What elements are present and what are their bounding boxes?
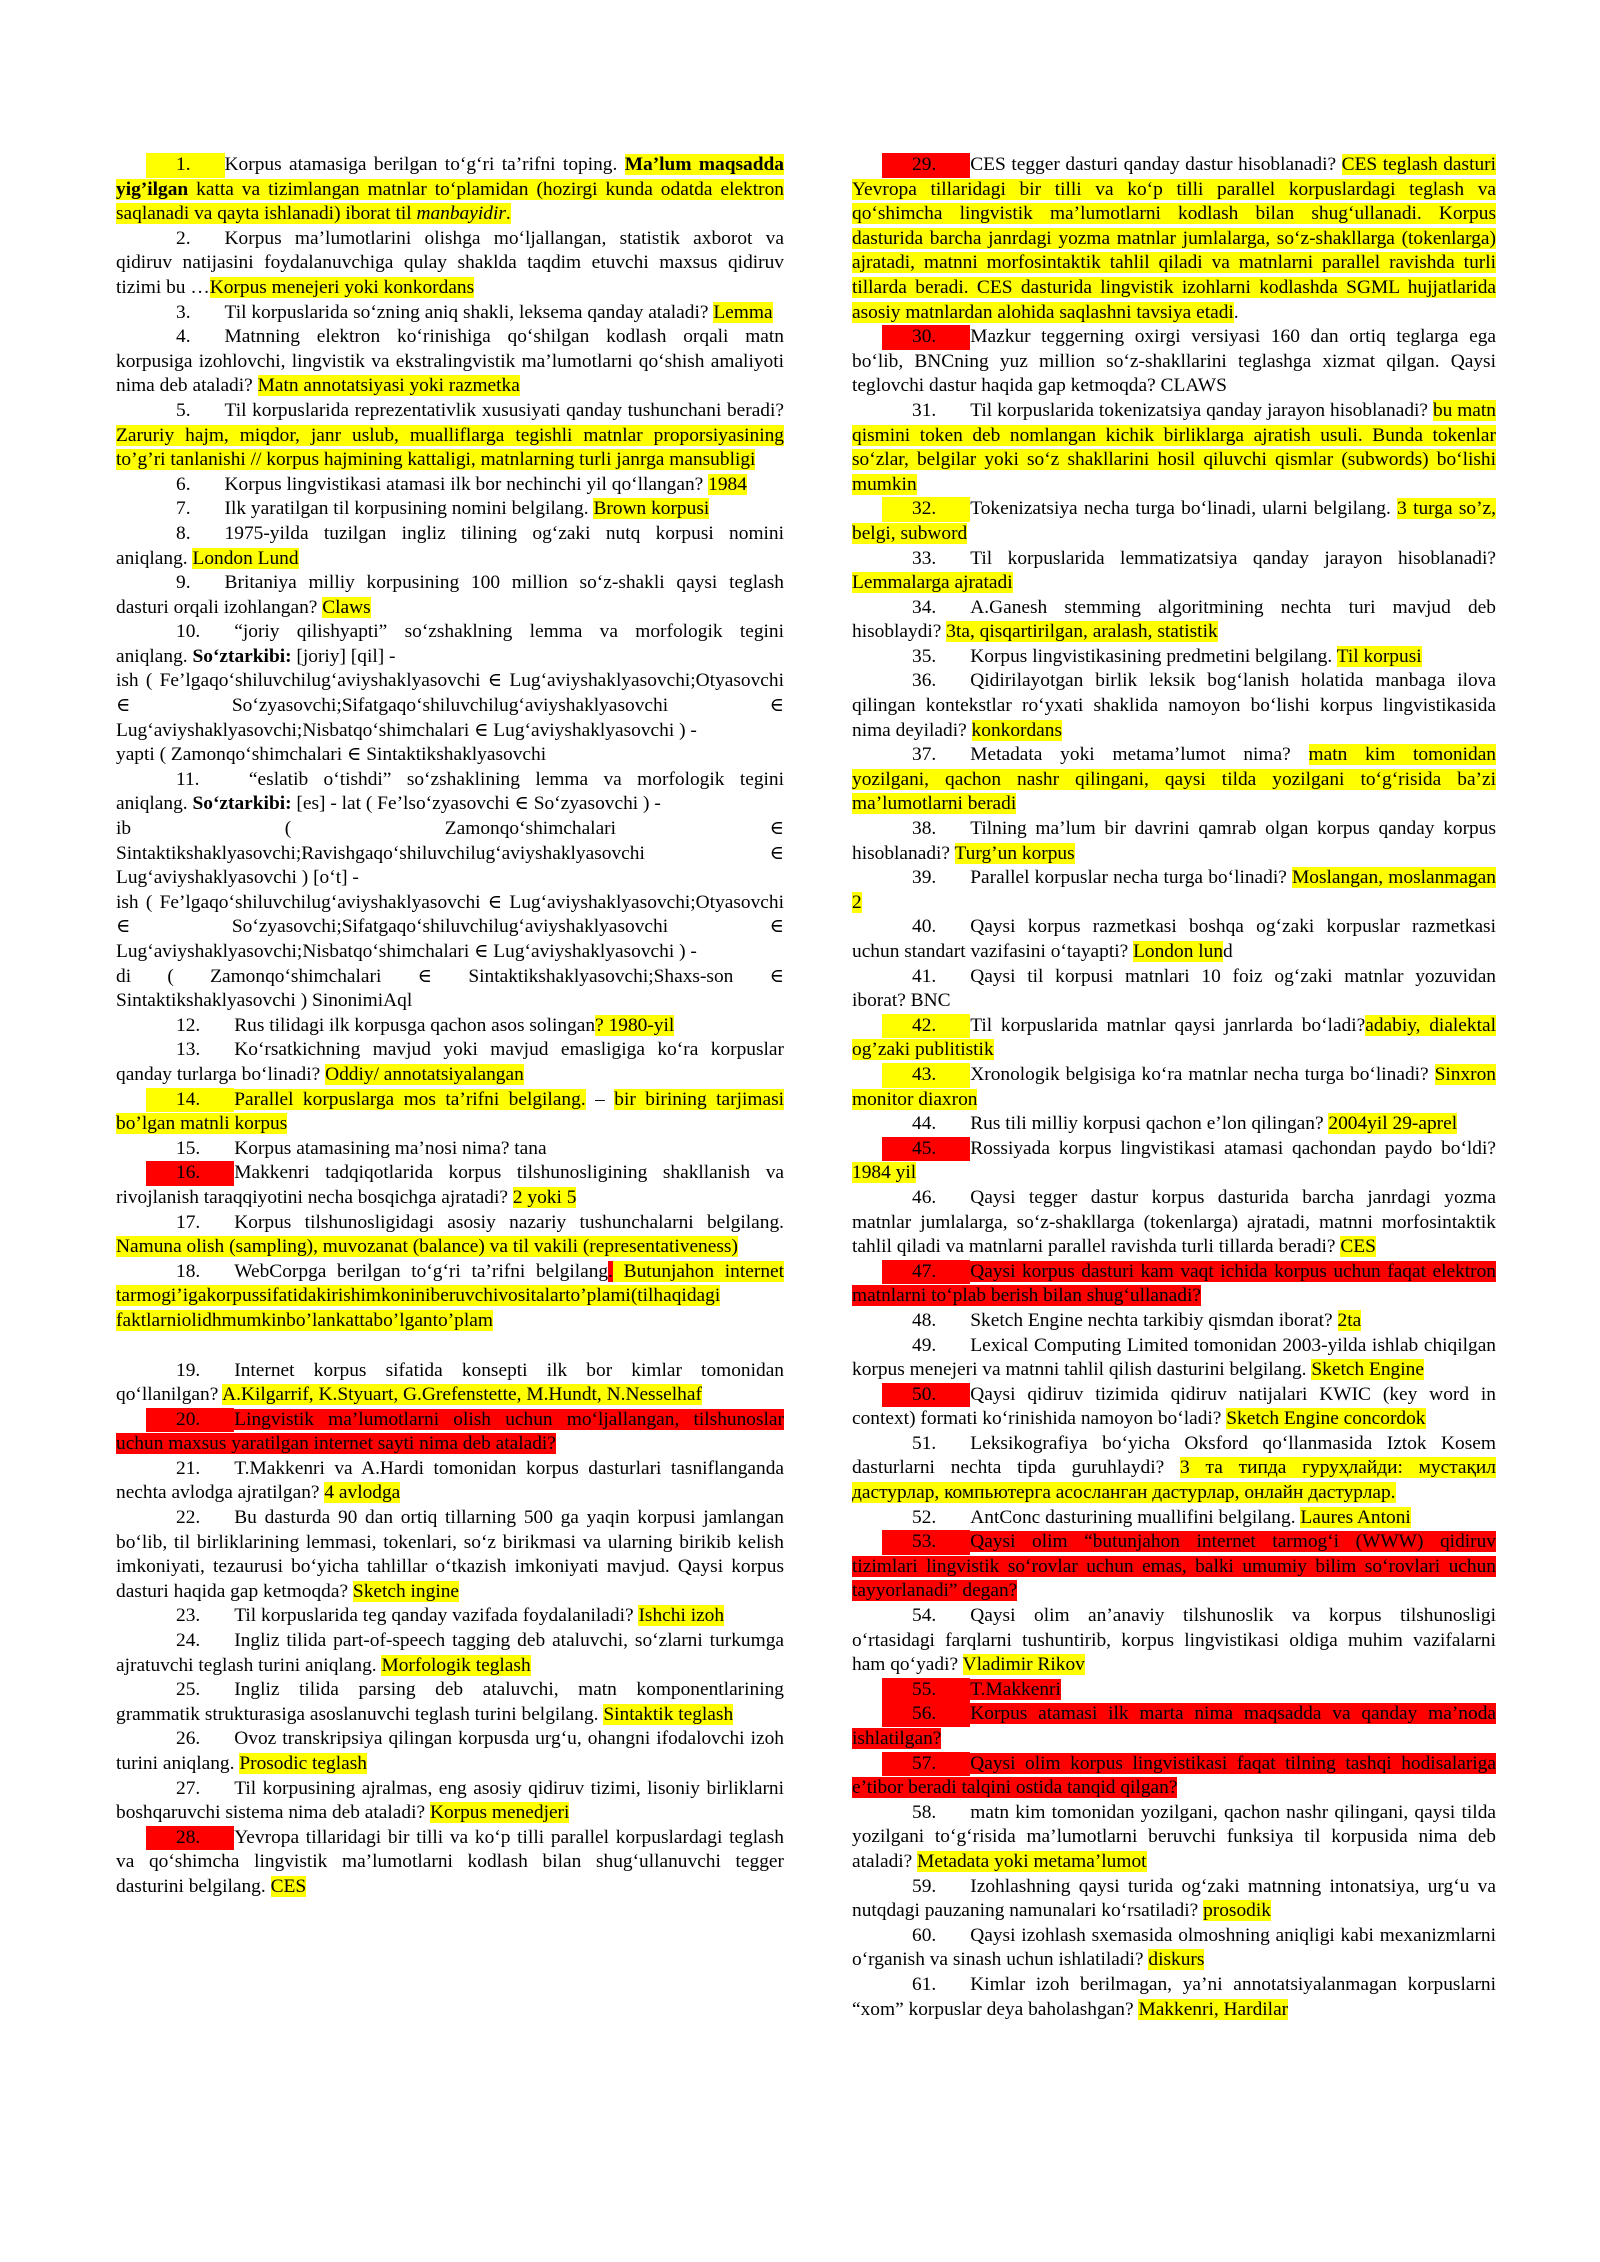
highlighted-answer: adabiy, dialektal og’zaki publitistik — [852, 1014, 1496, 1061]
question-number: 9. — [176, 572, 191, 594]
question-text: Qaysi qidiruv tizimida qidiruv natijalari KWIC (key word in context) formati ko‘rinishida namoyon bo‘ladi? — [852, 1383, 1496, 1430]
highlighted-answer: 2ta — [1337, 1309, 1362, 1331]
question-item — [116, 1604, 784, 1629]
question-text: Parallel korpuslar necha turga bo‘linadi? — [970, 867, 1293, 889]
question-number: 39. — [912, 867, 937, 889]
highlighted-answer: Morfologik teglash — [381, 1654, 531, 1676]
highlighted-answer: Korpus menejeri yoki konkordans — [209, 276, 475, 298]
highlighted-answer: Turg’un korpus — [954, 842, 1075, 864]
question-text: Til korpusining ajralmas, eng asosiy qidiruv tizimi, lisoniy birliklarni boshqaruvchi sistema nima deb ataladi? — [116, 1777, 784, 1824]
highlighted-answer: Zaruriy hajm, miqdor, janr uslub, mualliflarga tegishli matnlar proporsiyasining to’g’ri tanlanishi // korpus hajmining kattaligi, matnlarning turli janrga mansubligi — [116, 424, 784, 471]
question-item — [852, 325, 1496, 399]
question-number: 6. — [176, 473, 191, 495]
question-number: 47. — [882, 1260, 970, 1285]
question-number: 54. — [912, 1605, 937, 1627]
question-item — [852, 547, 1496, 596]
question-text: Ilk yaratilgan til korpusining nomini belgilang. — [224, 498, 594, 520]
question-number: 36. — [912, 670, 937, 692]
question-number: 45. — [882, 1137, 970, 1162]
highlighted-answer: bir birining tarjimasi bo’lgan matnli korpus — [116, 1088, 785, 1135]
highlighted-answer: 4 avlodga — [324, 1482, 401, 1504]
highlighted-answer: Claws — [322, 596, 371, 618]
red-highlight-text: Qaysi olim korpus lingvistikasi faqat tilning tashqi hodisalariga e’tibor beradi talqini ostida tanqid qilgan? — [852, 1752, 1496, 1799]
question-item — [852, 1702, 1496, 1751]
highlighted-answer: CES — [1340, 1236, 1376, 1258]
question-text: Bu dasturda 90 dan ortiq tillarning 500 ga yaqin korpusi jamlangan bo‘lib, til birliklarining lemmasi, tokenlari, so‘z birikmasi va ularning birikib kelish imkoniyati, tezaurusi bo‘yicha tahlillar o‘tkazish imkoniyati mavjud. Qaysi korpus dasturi haqida gap ketmoqda? — [116, 1507, 784, 1602]
question-item — [852, 1186, 1496, 1260]
question-text: Til korpuslarida tokenizatsiya qanday jarayon hisoblanadi? — [970, 399, 1433, 421]
question-item — [116, 1506, 784, 1604]
question-number: 59. — [912, 1875, 937, 1897]
highlighted-answer: Ma’lum maqsadda yig’ilgan — [116, 154, 785, 200]
red-highlight-text: Qaysi olim “butunjahon internet tarmog‘i (WWW) qidiruv tizimlari lingvistik so‘rovlar uchun emas, balki umumiy bilim so‘rovlari uchun tayyorlanadi” degan? — [852, 1531, 1496, 1602]
question-item — [116, 522, 784, 571]
question-item — [852, 596, 1496, 645]
question-number: 58. — [912, 1801, 937, 1823]
question-text: Ovoz transkripsiya qilingan korpusda urg‘u, ohangni ifodalovchi izoh turini aniqlang. — [116, 1728, 784, 1774]
highlighted-answer: diskurs — [1148, 1949, 1205, 1971]
question-number: 33. — [912, 547, 937, 569]
highlighted-answer: katta va tizimlangan matnlar to‘plamidan (hozirgi kunda odatda elektron saqlanadi va qayta ishlanadi) iborat til — [116, 178, 784, 225]
question-text: Korpus tilshunosligidagi asosiy nazariy tushunchalarni belgilang. — [234, 1211, 784, 1233]
question-item — [116, 1088, 784, 1137]
question-item — [116, 325, 784, 399]
question-item — [852, 1678, 1496, 1703]
question-text: ish ( Fe’lgaqo‘shiluvchilug‘aviyshaklyasovchi ∈ Lug‘aviyshaklyasovchi;Otyasovchi ∈ So‘zyasovchi;Sifatgaqo‘shiluvchilug‘aviyshaklyasovchi ∈ Lug‘aviyshaklyasovchi;Nisbatqo‘shimchalari ∈ Lug‘aviyshaklyasovchi ) - — [116, 670, 784, 741]
question-text: Korpus atamasining ma’nosi nima? tana — [234, 1137, 547, 1159]
question-text: 1975-yilda tuzilgan ingliz tilining og‘zaki nutq korpusi nomini aniqlang. — [116, 522, 784, 569]
question-item — [852, 1309, 1496, 1334]
red-highlight-text: Lingvistik ma’lumotlarni olish uchun mo‘ljallangan, tilshunoslar uchun maxsus yaratilgan internet sayti nima deb ataladi? — [116, 1408, 784, 1455]
question-item — [116, 473, 784, 498]
question-item — [116, 1457, 784, 1506]
question-text: Qidirilayotgan birlik leksik bog‘lanish holatida manbaga ilova qilingan kontekstlar ro‘yxati shaklida namoyon bo‘lishi korpus lingvistikasida nima deyiladi? — [852, 670, 1496, 741]
question-text: ish ( Fe’lgaqo‘shiluvchilug‘aviyshaklyasovchi ∈ Lug‘aviyshaklyasovchi;Otyasovchi ∈ So‘zyasovchi;Sifatgaqo‘shiluvchilug‘aviyshaklyasovchi ∈ Lug‘aviyshaklyasovchi;Nisbatqo‘shimchalari ∈ Lug‘aviyshaklyasovchi ) - — [116, 891, 784, 962]
question-item — [852, 1112, 1496, 1137]
question-number: 24. — [176, 1630, 201, 1652]
question-number: 35. — [912, 645, 937, 667]
question-item — [852, 743, 1496, 817]
question-text: Til korpuslarida so‘zning aniq shakli, leksema qanday ataladi? — [224, 301, 714, 323]
question-number: 21. — [176, 1457, 201, 1479]
question-text: Qaysi olim an’anaviy tilshunoslik va korpus tilshunosligi o‘rtasidagi farqlarni tushuntirib, korpus lingvistikasi oldiga muhim vazifalarni ham qo‘yadi? — [852, 1605, 1496, 1676]
question-number: 23. — [176, 1605, 201, 1627]
question-item — [116, 768, 784, 817]
question-number: 30. — [882, 325, 970, 350]
question-text: Ingliz tilida parsing deb ataluvchi, matn komponentlarining grammatik strukturasiga asoslanuvchi teglash turini belgilang. — [116, 1679, 784, 1725]
question-item — [852, 1334, 1496, 1383]
highlighted-answer: . — [505, 203, 511, 225]
question-text: d — [1223, 941, 1233, 962]
question-number: 37. — [912, 744, 937, 766]
question-text: T.Makkenri va A.Hardi tomonidan korpus dasturlari tasniflanganda nechta avlodga ajratilgan? — [116, 1457, 784, 1504]
question-number: 49. — [912, 1334, 937, 1356]
question-item — [116, 153, 784, 227]
question-text: Tilning ma’lum bir davrini qamrab olgan korpus qanday korpus hisoblanadi? — [852, 818, 1496, 864]
question-number: 26. — [176, 1728, 201, 1750]
highlighted-answer: 2 yoki 5 — [512, 1186, 577, 1208]
question-item — [116, 497, 784, 522]
question-continuation — [116, 743, 784, 768]
highlighted-answer: Sintaktik teglash — [603, 1703, 734, 1725]
highlighted-answer: ? 1980-yil — [595, 1014, 675, 1036]
highlighted-answer: konkordans — [971, 719, 1063, 741]
question-text: “eslatib o‘tishdi” so‘zshaklining lemma va morfologik tegini aniqlang. — [116, 768, 784, 815]
question-item — [852, 669, 1496, 743]
highlighted-answer: Sketch ingine — [352, 1580, 460, 1602]
question-number: 8. — [176, 522, 191, 544]
red-highlight-text: . — [608, 1260, 613, 1282]
highlighted-answer: Makkenri, Hardilar — [1138, 1998, 1289, 2020]
question-item — [852, 866, 1496, 915]
highlighted-answer: Sketch Engine — [1311, 1359, 1424, 1381]
question-item — [116, 1137, 784, 1162]
highlighted-answer: Metadata yoki metama’lumot — [917, 1850, 1147, 1872]
question-continuation — [116, 817, 784, 891]
question-number: 51. — [912, 1432, 937, 1454]
question-text: Leksikografiya bo‘yicha Oksford qo‘llanmasida Iztok Kosem dasturlarni nechta tipda guruhlaydi? — [852, 1432, 1496, 1479]
question-number: 43. — [882, 1063, 970, 1088]
question-item — [116, 1038, 784, 1087]
question-item — [852, 1604, 1496, 1678]
highlighted-answer: Oddiy/ annotatsiyalangan — [325, 1063, 524, 1085]
question-continuation — [116, 669, 784, 743]
question-number: 10. — [176, 621, 201, 643]
question-item — [852, 645, 1496, 670]
question-number: 20. — [146, 1408, 234, 1433]
question-item — [852, 1137, 1496, 1186]
question-number: 3. — [176, 301, 191, 323]
question-text: Korpus atamasiga berilgan to‘g‘ri ta’rifni toping. — [224, 154, 625, 175]
question-item — [116, 1826, 784, 1900]
question-item — [116, 571, 784, 620]
question-text: Rus tili milliy korpusi qachon e’lon qilingan? — [970, 1113, 1329, 1135]
highlighted-answer: Namuna olish (sampling), muvozanat (balance) va til vakili (representativeness) — [116, 1236, 738, 1258]
question-number: 4. — [176, 326, 191, 348]
question-text: matn kim tomonidan yozilgani, qachon nashr qilingani, qaysi tilda yozilgani to‘g‘risida ma’lumotlarni beruvchi funksiya til korpusida nima deb ataladi? — [852, 1801, 1496, 1872]
question-item — [852, 817, 1496, 866]
red-highlight-text: T.Makkenri — [970, 1678, 1061, 1700]
highlighted-answer: Matn annotatsiyasi yoki razmetka — [257, 375, 520, 397]
question-text: Lexical Computing Limited tomonidan 2003-yilda ishlab chiqilgan korpus menejeri va matnni tahlil qilish dasturini belgilang. — [852, 1334, 1496, 1381]
question-text: WebCorpga berilgan to‘g‘ri ta’rifni belgilang — [234, 1260, 609, 1282]
highlighted-answer: 1984 yil — [852, 1162, 917, 1184]
question-text: So‘ztarkibi: — [192, 793, 292, 815]
highlighted-answer: CES teglash dasturi Yevropa tillaridagi bir tilli va ko‘p tilli parallel korpuslardagi teglash va qo‘shimcha lingvistik ma’lumotlarni kodlash bilan shug‘ullanadi. Korpus dasturida barcha janrdagi yozma matnlar jumlalarga, so‘z-shakllarga (tokenlarga) ajratadi, matnni morfosintaktik tahlil qiladi va matnlarni parallel ravishda turli tillarda beradi. CES dasturida lingvistik izohlarni kodlashda SGML hujjatlarida asosiy matnlardan alohida saqlashni tavsiya etadi — [852, 154, 1496, 323]
question-item — [116, 227, 784, 301]
highlighted-answer: manbayidir — [416, 203, 506, 225]
highlighted-answer: 3 та типда гуруҳлайди: мустақил дастурлар, компьютерга асосланган дастурлар, онлайн дастурлар. — [852, 1457, 1496, 1504]
question-text: Til korpuslarida reprezentativlik xususiyati qanday tushunchani beradi? — [224, 399, 784, 421]
highlighted-answer: Korpus menedjeri — [429, 1802, 570, 1824]
question-number: 46. — [912, 1186, 937, 1208]
question-text: So‘ztarkibi: — [192, 645, 292, 667]
question-text: Kimlar izoh berilmagan, ya’ni annotatsiyalanmagan korpuslarni “xom” korpuslar deya baholashgan? — [852, 1973, 1496, 2020]
question-number: 7. — [176, 498, 191, 520]
question-text: Metadata yoki metama’lumot nima? — [970, 744, 1309, 766]
highlighted-answer: Lemma — [713, 301, 773, 323]
highlighted-answer: Prosodic teglash — [239, 1753, 367, 1774]
question-text: yapti ( Zamonqo‘shimchalari ∈ Sintaktikshaklyasovchi — [116, 744, 547, 766]
question-item — [116, 1161, 784, 1210]
question-number: 12. — [176, 1014, 201, 1036]
question-text: Korpus lingvistikasining predmetini belgilang. — [970, 645, 1337, 667]
highlighted-answer: Vladimir Rikov — [962, 1654, 1085, 1676]
question-text: Rossiyada korpus lingvistikasi atamasi qachondan paydo bo‘ldi? — [970, 1137, 1496, 1159]
question-item — [116, 301, 784, 326]
question-item — [852, 1014, 1496, 1063]
question-text: Xronologik belgisiga ko‘ra matnlar necha turga bo‘linadi? — [970, 1063, 1435, 1085]
question-text: Yevropa tillaridagi bir tilli va ko‘p tilli parallel korpuslardagi teglash va qo‘shimcha lingvistik ma’lumotlarni kodlash bilan shug‘ullanuvchi tegger dasturini belgilang. — [116, 1826, 784, 1897]
highlighted-answer: Lemmalarga ajratadi — [852, 572, 1013, 594]
question-text: Til korpuslarida teg qanday vazifada foydalaniladi? — [234, 1605, 639, 1627]
question-number: 13. — [176, 1039, 201, 1061]
question-item — [116, 1629, 784, 1678]
question-item — [852, 1924, 1496, 1973]
question-item — [116, 1727, 784, 1776]
question-item — [116, 399, 784, 473]
left-column — [116, 153, 784, 1900]
question-text: A.Ganesh stemming algoritmining nechta turi mavjud deb hisoblaydi? — [852, 596, 1496, 643]
question-text: CES tegger dasturi qanday dastur hisoblanadi? — [970, 154, 1342, 175]
highlighted-answer: Ishchi izoh — [638, 1605, 725, 1627]
question-item — [852, 1432, 1496, 1506]
blank-line — [116, 1334, 784, 1359]
highlighted-answer: Parallel korpuslarga mos ta’rifni belgilang. — [234, 1088, 586, 1110]
highlighted-answer: Butunjahon internet tarmogi’igakorpussifatidakirishimkoniniberuvchivositalarto’plami(tilhaqidagi faktlarniolidhmumkinbo’lankattabo’lganto’plam — [116, 1260, 785, 1331]
question-number: 14. — [146, 1088, 234, 1113]
question-text: Qaysi tegger dastur korpus dasturida barcha janrdagi yozma matnlar jumlalarga, so‘z-shakllarga (tokenlarga) ajratadi, matnni morfosintaktik tahlil qiladi va matnlarni parallel ravishda turli tillarda beradi? — [852, 1186, 1496, 1258]
question-text: Tokenizatsiya necha turga bo‘linadi, ularni belgilang. — [970, 498, 1398, 520]
question-text: ib ( Zamonqo‘shimchalari ∈ Sintaktikshaklyasovchi;Ravishgaqo‘shiluvchilug‘aviyshaklyasovchi ∈ Lug‘aviyshaklyasovchi ) [o‘t] - — [116, 818, 784, 889]
question-number: 38. — [912, 818, 937, 840]
question-item — [852, 497, 1496, 546]
question-item — [852, 1530, 1496, 1604]
question-text: Qaysi izohlash sxemasida olmoshning aniqligi kabi mexanizmlarni o‘rganish va sinash uchun ishlatiladi? — [852, 1924, 1496, 1971]
question-number: 34. — [912, 596, 937, 618]
question-number: 31. — [912, 399, 937, 421]
question-number: 15. — [176, 1137, 201, 1159]
question-number: 2. — [176, 227, 191, 249]
question-text: Korpus lingvistikasi atamasi ilk bor nechinchi yil qo‘llangan? — [224, 473, 709, 495]
question-item — [852, 1260, 1496, 1309]
question-number: 48. — [912, 1309, 937, 1331]
question-number: 41. — [912, 965, 937, 987]
question-number: 50. — [882, 1383, 970, 1408]
question-number: 25. — [176, 1679, 201, 1701]
question-number: 61. — [912, 1973, 937, 1995]
question-item — [852, 1801, 1496, 1875]
question-text: Rus tilidagi ilk korpusga qachon asos solingan — [234, 1014, 596, 1036]
question-number: 29. — [882, 153, 970, 178]
highlighted-answer: 3ta, qisqartirilgan, aralash, statistik — [946, 621, 1218, 643]
highlighted-answer: bu matn qismini token deb nomlangan kichik birliklarga ajratish usuli. Bunda tokenlar so‘zlar, belgilar yoki so‘z shakllarini hosil qiluvchi qismlar (subwords) bo‘lishi mumkin — [852, 399, 1496, 495]
right-column — [852, 153, 1496, 2022]
question-number: 42. — [882, 1014, 970, 1039]
question-number: 5. — [176, 399, 191, 421]
question-item — [116, 1408, 784, 1457]
highlighted-answer: Sinxron monitor diaxron — [852, 1063, 1496, 1110]
question-text: Mazkur teggerning oxirgi versiyasi 160 dan ortiq teglarga ega bo‘lib, BNCning yuz million so‘z-shakllarini teglashga xizmat qilgan. Qaysi teglovchi dastur haqida gap ketmoqda? CLAWS — [852, 326, 1496, 397]
question-item — [116, 1211, 784, 1260]
question-text: – — [585, 1088, 615, 1110]
question-number: 22. — [176, 1507, 201, 1529]
question-item — [116, 1777, 784, 1826]
highlighted-answer: 1984 — [708, 473, 747, 495]
question-text: [es] - lat ( Fe’lso‘zyasovchi ∈ So‘zyasovchi ) - — [291, 793, 661, 815]
question-continuation — [116, 965, 784, 1014]
question-text: Ko‘rsatkichning mavjud yoki mavjud emasligiga ko‘ra korpuslar qanday turlarga bo‘linadi? — [116, 1039, 784, 1085]
question-item — [116, 1678, 784, 1727]
highlighted-answer: Til korpusi — [1336, 645, 1422, 667]
question-item — [852, 1973, 1496, 2022]
question-text: Qaysi til korpusi matnlari 10 foiz og‘zaki matnlar yozuvidan iborat? BNC — [852, 965, 1496, 1012]
question-number: 57. — [882, 1752, 970, 1777]
question-item — [852, 1752, 1496, 1801]
question-text: Til korpuslarida matnlar qaysi janrlarda bo‘ladi? — [970, 1014, 1366, 1036]
question-number: 55. — [882, 1678, 970, 1703]
highlighted-answer: London lun — [1133, 941, 1224, 962]
question-number: 60. — [912, 1924, 937, 1946]
question-text: Makkenri tadqiqotlarida korpus tilshunosligining shakllanish va rivojlanish taraqqiyotini necha bosqichga ajratadi? — [116, 1162, 784, 1208]
question-number: 11. — [176, 768, 200, 790]
highlighted-answer: Brown korpusi — [593, 498, 710, 520]
red-highlight-text: Qaysi korpus dasturi kam vaqt ichida korpus uchun faqat elektron matnlarni to‘plab berish bilan shug‘ullanadi? — [852, 1260, 1496, 1307]
highlighted-answer: 2004yil 29-aprel — [1328, 1113, 1458, 1135]
question-text: Matnning elektron ko‘rinishiga qo‘shilgan kodlash orqali matn korpusiga izohlovchi, lingvistik va ekstralingvistik ma’lumotlarni qo‘shish amaliyoti nima deb ataladi? — [116, 326, 784, 397]
highlighted-answer: London Lund — [192, 547, 299, 569]
question-number: 53. — [882, 1530, 970, 1555]
question-number: 27. — [176, 1777, 201, 1799]
question-item — [852, 399, 1496, 497]
question-item — [116, 1359, 784, 1408]
red-highlight-text: Korpus atamasi ilk marta nima maqsadda va qanday ma’noda ishlatilgan? — [852, 1703, 1496, 1749]
question-item — [116, 1014, 784, 1039]
question-item — [116, 1260, 784, 1334]
question-number: 40. — [912, 916, 937, 938]
question-text: Internet korpus sifatida konsepti ilk bor kimlar tomonidan qo‘llanilgan? — [116, 1359, 784, 1406]
question-item — [852, 1383, 1496, 1432]
question-number: 19. — [176, 1359, 201, 1381]
highlighted-answer: A.Kilgarrif, K.Styuart, G.Grefenstette, M.Hundt, N.Nesselhaf — [222, 1384, 702, 1406]
question-item — [852, 915, 1496, 964]
question-text: “joriy qilishyapti” so‘zshaklning lemma va morfologik tegini aniqlang. — [116, 621, 784, 667]
question-text: [joriy] [qil] - — [291, 645, 396, 667]
question-text: Izohlashning qaysi turida og‘zaki matnning intonatsiya, urg‘u va nutqdagi pauzaning namunalari ko‘rsatiladi? — [852, 1875, 1496, 1922]
highlighted-answer: CES — [270, 1875, 307, 1897]
question-item — [116, 620, 784, 669]
question-number: 28. — [146, 1826, 234, 1851]
highlighted-answer: Sketch Engine concordok — [1226, 1408, 1426, 1430]
question-number: 32. — [882, 497, 970, 522]
question-item — [852, 1875, 1496, 1924]
question-number: 17. — [176, 1211, 201, 1233]
question-text: Korpus ma’lumotlarini olishga mo‘ljallangan, statistik axborot va qidiruv natijasini foydalanuvchiga qulay shaklda taqdim etuvchi maxsus qidiruv tizimi bu … — [116, 227, 784, 298]
question-number: 52. — [912, 1506, 937, 1528]
highlighted-answer: Moslangan, moslanmagan 2 — [852, 867, 1496, 913]
question-text: Qaysi korpus razmetkasi boshqa og‘zaki korpuslar razmetkasi uchun standart vazifasini o‘tayapti? — [852, 916, 1496, 962]
question-number: 44. — [912, 1113, 937, 1135]
question-item — [852, 153, 1496, 325]
question-item — [852, 965, 1496, 1014]
question-number: 18. — [176, 1260, 201, 1282]
highlighted-answer: matn kim tomonidan yozilgani, qachon nashr qilingani, qaysi tilda yozilgani to‘g‘risida ba’zi ma’lumotlarni beradi — [852, 744, 1496, 815]
question-continuation — [116, 891, 784, 965]
question-text: Ingliz tilida part-of-speech tagging deb ataluvchi, so‘zlarni turkumga ajratuvchi teglash turini aniqlang. — [116, 1630, 784, 1676]
question-item — [852, 1063, 1496, 1112]
question-number: 16. — [146, 1161, 234, 1186]
question-text: . — [1233, 301, 1239, 323]
question-text: Britaniya milliy korpusining 100 million so‘z-shakli qaysi teglash dasturi orqali izohlangan? — [116, 572, 784, 618]
question-number: 1. — [146, 153, 225, 178]
question-text: di ( Zamonqo‘shimchalari ∈ Sintaktikshaklyasovchi;Shaxs-son ∈ Sintaktikshaklyasovchi ) SinonimiAql — [116, 965, 784, 1012]
highlighted-answer: Laures Antoni — [1300, 1506, 1411, 1528]
question-item — [852, 1506, 1496, 1531]
question-text: Til korpuslarida lemmatizatsiya qanday jarayon hisoblanadi? — [970, 547, 1496, 569]
highlighted-answer: prosodik — [1203, 1900, 1271, 1922]
question-number: 56. — [882, 1702, 970, 1727]
highlighted-answer: 3 turga so’z, belgi, subword — [852, 498, 1496, 544]
question-text: Sketch Engine nechta tarkibiy qismdan iborat? — [970, 1309, 1338, 1331]
question-text: AntConc dasturining muallifini belgilang. — [970, 1506, 1301, 1528]
